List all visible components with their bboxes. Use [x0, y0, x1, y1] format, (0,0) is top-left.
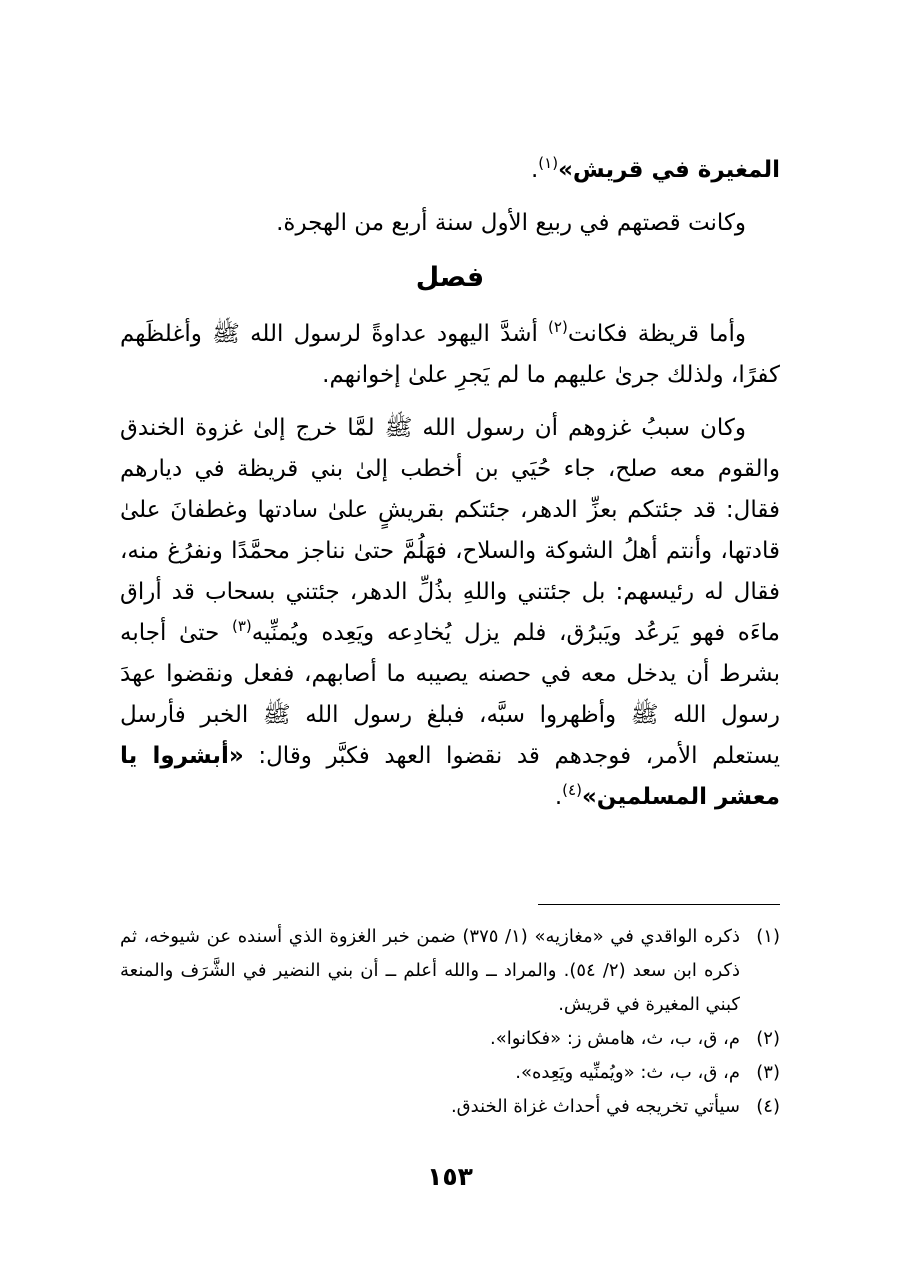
paragraph-4-end: . [554, 784, 563, 810]
main-text [120, 150, 780, 830]
paragraph-4-middle: حتىٰ أجابه بشرط أن يدخل معه في حصنه يصيبه ما أصابهم، ففعل ونقضوا عهدَ رسول الله ﷺ وأظهروا سبَّه، فبلغ رسول الله ﷺ الخبر فأرسل يستعلم الأمر، فوجدهم قد نقضوا العهد فكبَّر وقال: [120, 620, 780, 769]
footnote-text: ذكره الواقدي في «مغازيه» (١/ ٣٧٥) ضمن خبر الغزوة الذي أسنده عن شيوخه، ثم ذكره ابن سعد (٢/ ٥٤). والمراد ــ والله أعلم ــ أن بني النضير في الشَّرَف والمنعة كبني المغيرة في قريش. [120, 926, 740, 1015]
footnote-text: م، ق، ب، ث، هامش ز: «فكانوا». [490, 1028, 740, 1049]
paragraph-3 [120, 314, 780, 396]
page-number: ١٥٣ [427, 1162, 473, 1191]
footnote-1 [120, 920, 780, 1022]
section-heading: فصل [415, 262, 485, 293]
footnote-2 [120, 1022, 780, 1056]
footnote-ref-1[interactable]: (١) [538, 154, 559, 172]
footnotes [120, 920, 780, 1124]
footnote-4 [120, 1090, 780, 1124]
paragraph-2: وكانت قصتهم في ربيع الأول سنة أربع من الهجرة. [276, 210, 746, 236]
footnote-ref-4[interactable]: (٤) [562, 781, 582, 799]
paragraph-3-start: وأما قريظة فكانت [567, 321, 746, 347]
footnote-ref-3[interactable]: (٣) [231, 617, 252, 635]
paragraph-4 [120, 408, 780, 818]
footnote-number: (٣) [756, 1062, 780, 1083]
paragraph-1-bold: المغيرة في قريش» [558, 157, 780, 183]
paragraph-4-start: وكان سببُ غزوهم أن رسول الله ﷺ لمَّا خرج إلىٰ غزوة الخندق والقوم معه صلح، جاء حُيَي بن أخطب إلىٰ بني قريظة في ديارهم فقال: قد جئتكم بعزِّ الدهر، جئتكم بقريشٍ علىٰ سادتها وغطفانَ علىٰ قادتها، وأنتم أهلُ الشوكة والسلاح، فهَلُمَّ حتىٰ نناجز محمَّدًا ونفرُغ منه، فقال له رئيسهم: بل جئتني واللهِ بذُلِّ الدهر، جئتني بسحاب قد أراق ماءَه فهو يَرعُد ويَبرُق، فلم يزل يُخادِعه ويَعِده ويُمنِّيه [120, 415, 780, 646]
footnote-3 [120, 1056, 780, 1090]
paragraph-1 [120, 150, 780, 191]
paragraph-3-rest: أشدَّ اليهود عداوةً لرسول الله ﷺ وأغلظَهم كفرًا، ولذلك جرىٰ عليهم ما لم يَجرِ علىٰ إخوانهم. [120, 321, 780, 388]
footnote-number: (٢) [756, 1028, 780, 1049]
footnote-divider [538, 904, 780, 905]
paragraph-4-quote: «أبشروا يا معشر المسلمين» [120, 743, 780, 810]
footnote-text: سيأتي تخريجه في أحداث غزاة الخندق. [450, 1096, 740, 1117]
footnote-number: (١) [756, 926, 780, 947]
footnote-number: (٤) [756, 1096, 780, 1117]
footnote-text: م، ق، ب، ث: «ويُمنِّيه ويَعِده». [515, 1062, 740, 1083]
footnote-ref-2[interactable]: (٢) [548, 318, 568, 336]
paragraph-1-end: . [530, 157, 539, 183]
